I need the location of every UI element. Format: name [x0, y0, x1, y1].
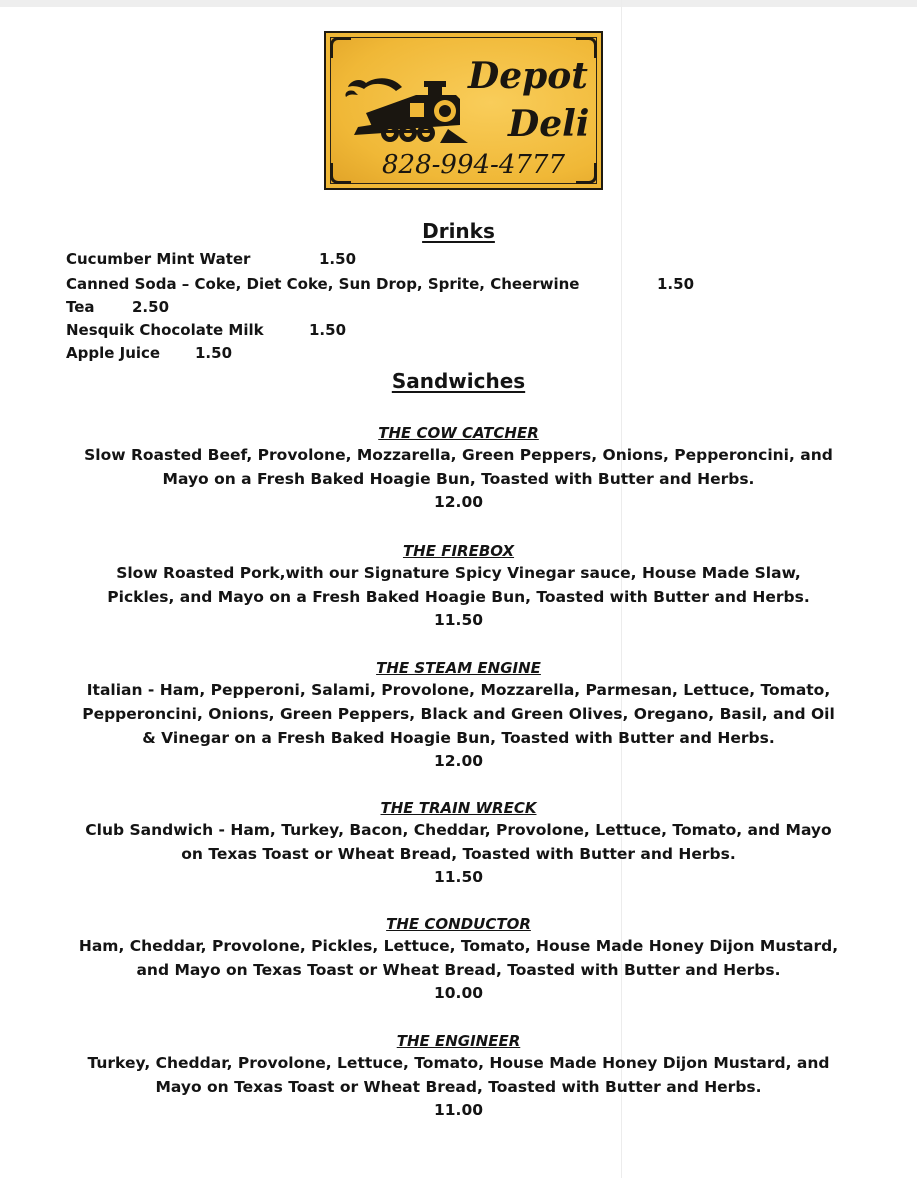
sandwich-description-line: Ham, Cheddar, Provolone, Pickles, Lettuce, Tomato, House Made Honey Dijon Mustard,: [78, 937, 839, 955]
sandwich-description-line: Italian - Ham, Pepperoni, Salami, Provolone, Mozzarella, Parmesan, Lettuce, Tomato,: [86, 681, 831, 699]
deli-logo: [324, 31, 603, 190]
logo-corner-ornament: [330, 37, 351, 58]
sandwich-description-line: Turkey, Cheddar, Provolone, Lettuce, Tomato, House Made Honey Dijon Mustard, and: [87, 1054, 830, 1072]
sandwich-price: 12.00: [433, 752, 484, 770]
drink-name: Tea: [66, 298, 95, 316]
drink-item: [66, 250, 357, 268]
drink-item: [66, 275, 695, 293]
sandwich-item: [0, 423, 917, 513]
drink-price: 1.50: [319, 250, 357, 268]
sandwich-description-line: Mayo on Texas Toast or Wheat Bread, Toasted with Butter and Herbs.: [155, 1078, 762, 1096]
drink-name: Canned Soda – Coke, Diet Coke, Sun Drop, Sprite, Cheerwine: [66, 275, 580, 293]
sandwich-price: 11.50: [433, 611, 484, 629]
sandwich-item: [0, 914, 917, 1004]
drink-price: 1.50: [195, 344, 233, 362]
scan-top-edge: [0, 0, 917, 7]
sandwich-description-line: & Vinegar on a Fresh Baked Hoagie Bun, Toasted with Butter and Herbs.: [142, 729, 775, 747]
sandwich-name: THE FIREBOX: [402, 542, 515, 560]
sandwich-item: [0, 798, 917, 888]
sandwich-description-line: and Mayo on Texas Toast or Wheat Bread, Toasted with Butter and Herbs.: [136, 961, 781, 979]
drinks-heading: Drinks: [422, 219, 495, 243]
sandwich-price: 10.00: [433, 984, 484, 1002]
sandwich-description-line: Club Sandwich - Ham, Turkey, Bacon, Cheddar, Provolone, Lettuce, Tomato, and Mayo: [85, 821, 832, 839]
sandwich-item: [0, 1031, 917, 1121]
sandwich-item: [0, 658, 917, 772]
sandwich-description-line: Pickles, and Mayo on a Fresh Baked Hoagie Bun, Toasted with Butter and Herbs.: [107, 588, 810, 606]
sandwich-price: 11.50: [433, 868, 484, 886]
sandwich-price: 12.00: [433, 493, 484, 511]
drink-name: Nesquik Chocolate Milk: [66, 321, 264, 339]
drink-name: Cucumber Mint Water: [66, 250, 251, 268]
sandwich-item: [0, 541, 917, 631]
logo-word-deli: Deli: [508, 103, 590, 145]
drink-name: Apple Juice: [66, 344, 161, 362]
sandwich-price: 11.00: [433, 1101, 484, 1119]
logo-phone-number: 828-994-4777: [382, 150, 565, 180]
sandwich-name: THE STEAM ENGINE: [376, 659, 541, 677]
sandwich-description-line: Pepperoncini, Onions, Green Peppers, Black and Green Olives, Oregano, Basil, and Oil: [82, 705, 835, 723]
sandwich-description-line: Slow Roasted Beef, Provolone, Mozzarella, Green Peppers, Onions, Pepperoncini, and: [84, 446, 833, 464]
sandwich-name: THE ENGINEER: [396, 1032, 521, 1050]
sandwich-name: THE TRAIN WRECK: [380, 799, 537, 817]
drink-item: [66, 344, 233, 362]
drink-item: [66, 298, 170, 316]
logo-corner-ornament: [330, 163, 351, 184]
logo-word-depot: Depot: [468, 55, 588, 97]
drink-item: [66, 321, 347, 339]
sandwich-name: THE COW CATCHER: [378, 424, 539, 442]
sandwiches-heading: Sandwiches: [391, 369, 526, 393]
sandwich-description-line: on Texas Toast or Wheat Bread, Toasted with Butter and Herbs.: [181, 845, 736, 863]
logo-corner-ornament: [576, 163, 597, 184]
drink-price: 1.50: [657, 275, 695, 293]
sandwich-description-line: Mayo on a Fresh Baked Hoagie Bun, Toasted with Butter and Herbs.: [162, 470, 755, 488]
sandwich-description-line: Slow Roasted Pork,with our Signature Spicy Vinegar sauce, House Made Slaw,: [116, 564, 801, 582]
drink-price: 1.50: [309, 321, 347, 339]
steam-locomotive-icon: [344, 73, 469, 145]
sandwich-name: THE CONDUCTOR: [386, 915, 531, 933]
drink-price: 2.50: [132, 298, 170, 316]
